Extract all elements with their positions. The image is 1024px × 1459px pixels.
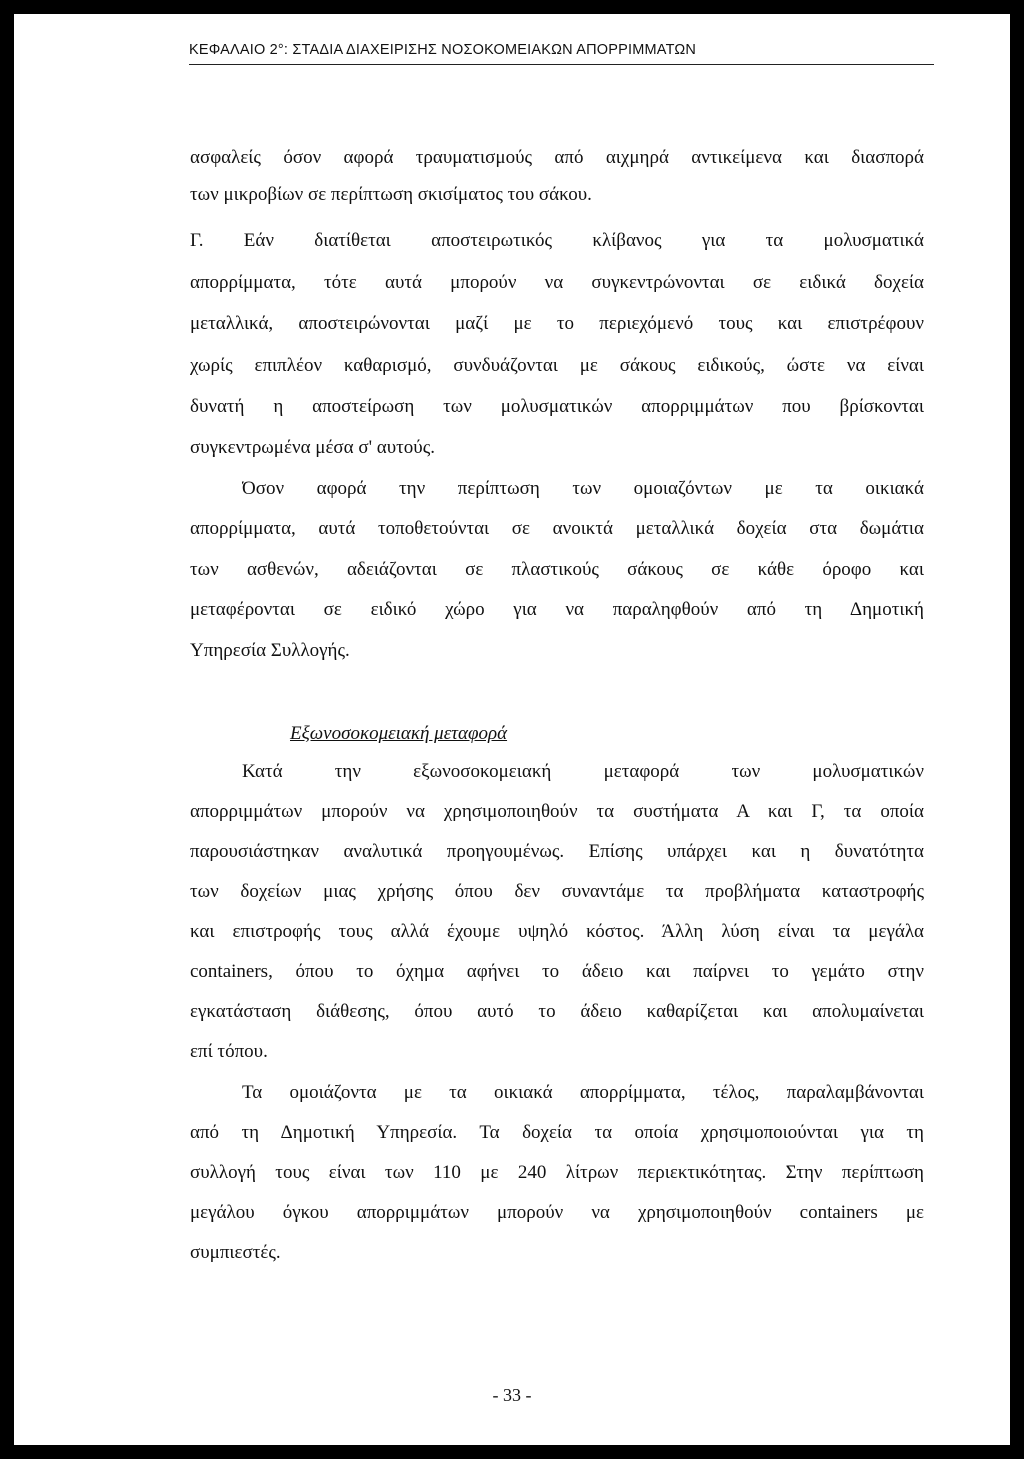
text-line: χωρίς επιπλέον καθαρισμό, συνδυάζονται με σάκους ειδικούς, ώστε να είναι <box>190 355 924 376</box>
text-line: απορρίμματα, τότε αυτά μπορούν να συγκεντρώνονται σε ειδικά δοχεία <box>190 272 924 293</box>
text-line: δυνατή η αποστείρωση των μολυσματικών απορριμμάτων που βρίσκονται <box>190 396 924 417</box>
text-line: Τα ομοιάζοντα με τα οικιακά απορρίμματα, τέλος, παραλαμβάνονται <box>242 1082 924 1103</box>
text-line: των ασθενών, αδειάζονται σε πλαστικούς σάκους σε κάθε όροφο και <box>190 559 924 580</box>
text-line: συγκεντρωμένα μέσα σ' αυτούς. <box>190 437 435 458</box>
text-line: μεταλλικά, αποστειρώνονται μαζί με το περιεχόμενό τους και επιστρέφουν <box>190 313 924 334</box>
text-line: Υπηρεσία Συλλογής. <box>190 640 350 661</box>
section-heading: Εξωνοσοκομειακή μεταφορά <box>290 723 508 744</box>
text-line: Κατά την εξωνοσοκομειακή μεταφορά των μολυσματικών <box>242 761 924 782</box>
text-line: μεγάλου όγκου απορριμμάτων μπορούν να χρησιμοποιηθούν containers με <box>190 1202 924 1223</box>
page-number: - 33 - <box>492 1385 532 1405</box>
text-line: από τη Δημοτική Υπηρεσία. Τα δοχεία τα οποία χρησιμοποιούνται για τη <box>190 1122 924 1143</box>
text-line: παρουσιάστηκαν αναλυτικά προηγουμένως. Επίσης υπάρχει και η δυνατότητα <box>190 841 924 862</box>
text-line: μεταφέρονται σε ειδικό χώρο για να παραληφθούν από τη Δημοτική <box>190 599 924 620</box>
text-line: απορριμμάτων μπορούν να χρησιμοποιηθούν τα συστήματα Α και Γ, τα οποία <box>190 801 924 822</box>
text-line: συμπιεστές. <box>190 1242 281 1263</box>
text-line: απορρίμματα, αυτά τοποθετούνται σε ανοικτά μεταλλικά δοχεία στα δωμάτια <box>190 518 924 539</box>
text-line: των μικροβίων σε περίπτωση σκισίματος του σάκου. <box>190 184 592 205</box>
header-rule <box>189 64 934 65</box>
text-line: και επιστροφής τους αλλά έχουμε υψηλό κόστος. Άλλη λύση είναι τα μεγάλα <box>190 921 924 942</box>
running-header: ΚΕΦΑΛΑΙΟ 2°: ΣΤΑΔΙΑ ΔΙΑΧΕΙΡΙΣΗΣ ΝΟΣΟΚΟΜΕΙΑΚΩΝ ΑΠΟΡΡΙΜΜΑΤΩΝ <box>189 42 697 58</box>
text-line: containers, όπου το όχημα αφήνει το άδειο και παίρνει το γεμάτο στην <box>190 961 924 982</box>
text-line: συλλογή τους είναι των 110 με 240 λίτρων περιεκτικότητας. Στην περίπτωση <box>190 1162 924 1183</box>
text-line: Όσον αφορά την περίπτωση των ομοιαζόντων με τα οικιακά <box>242 478 924 499</box>
text-line: Γ. Εάν διατίθεται αποστειρωτικός κλίβανος για τα μολυσματικά <box>190 230 924 251</box>
text-line: επί τόπου. <box>190 1041 268 1062</box>
text-line: εγκατάσταση διάθεσης, όπου αυτό το άδειο καθαρίζεται και απολυμαίνεται <box>190 1001 924 1022</box>
document-page <box>14 14 1010 1445</box>
text-line: των δοχείων μιας χρήσης όπου δεν συναντάμε τα προβλήματα καταστροφής <box>190 881 924 902</box>
text-line: ασφαλείς όσον αφορά τραυματισμούς από αιχμηρά αντικείμενα και διασπορά <box>190 147 924 168</box>
